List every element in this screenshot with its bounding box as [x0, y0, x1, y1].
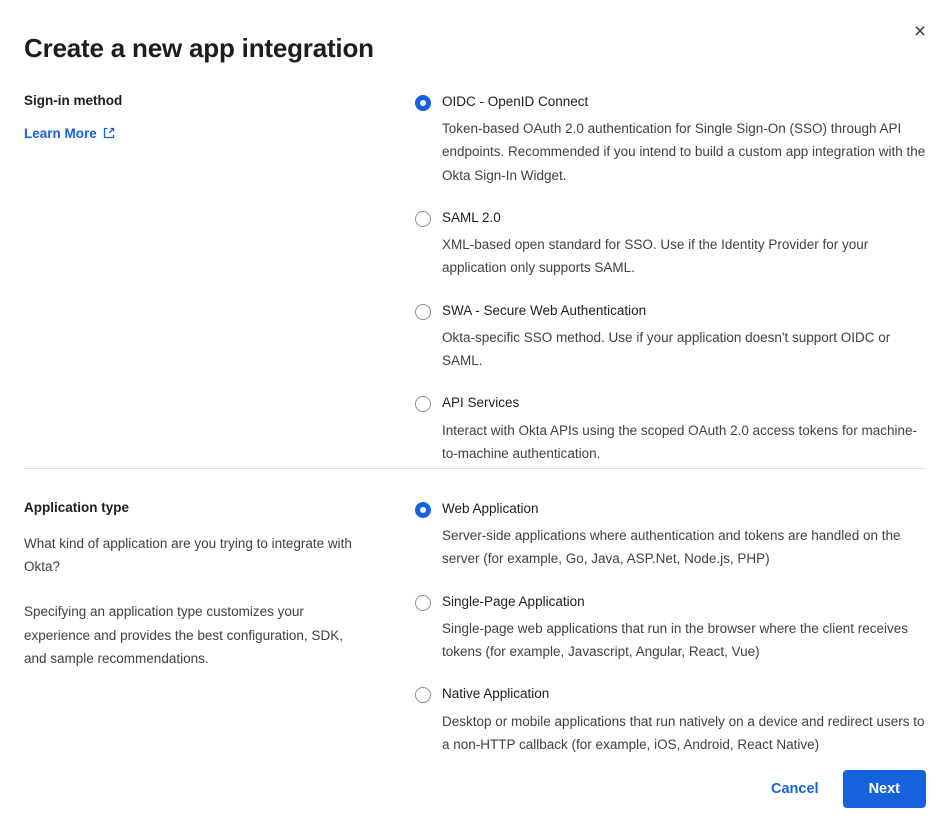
signin-method-options [392, 92, 926, 465]
option-swa-title: SWA - Secure Web Authentication [442, 302, 647, 318]
radio-swa[interactable] [415, 304, 431, 320]
external-link-icon [103, 127, 115, 139]
option-saml[interactable] [392, 208, 926, 280]
radio-web-application[interactable] [415, 502, 431, 518]
radio-single-page-application[interactable] [415, 595, 431, 611]
option-oidc[interactable] [392, 92, 926, 187]
option-web-application-desc: Server-side applications where authentication and tokens are handled on the server (for example, Go, Java, ASP.Net, Node.js, PHP) [442, 528, 901, 567]
option-oidc-desc: Token-based OAuth 2.0 authentication for Single Sign-On (SSO) through API endpoints. Recommended if you intend to build a custom app integration with the Okta Sign-In Widget. [442, 121, 926, 183]
option-native-application-title: Native Application [442, 686, 550, 702]
option-single-page-application-desc: Single-page web applications that run in the browser where the client receives tokens (for example, Javascript, Angular, React, Vue) [442, 620, 909, 660]
option-api-services[interactable] [392, 393, 926, 465]
option-web-application[interactable] [392, 499, 926, 571]
option-single-page-application[interactable] [392, 592, 926, 664]
learn-more-link[interactable] [24, 126, 115, 141]
option-swa-desc: Okta-specific SSO method. Use if your application doesn't support OIDC or SAML. [442, 329, 891, 369]
option-saml-title: SAML 2.0 [442, 209, 501, 225]
application-type-label: Application type [24, 500, 130, 515]
application-type-help-2: Specifying an application type customizes your experience and provides the best configuration, SDK, and sample recommendations. [24, 604, 343, 666]
cancel-button[interactable]: Cancel [765, 773, 825, 805]
next-button[interactable]: Next [843, 770, 926, 808]
option-native-application[interactable] [392, 684, 926, 756]
option-api-services-desc: Interact with Okta APIs using the scoped OAuth 2.0 access tokens for machine-to-machine authentication. [442, 422, 917, 461]
radio-native-application[interactable] [415, 687, 431, 703]
section-divider [24, 468, 926, 469]
signin-method-left [24, 92, 374, 143]
option-native-application-desc: Desktop or mobile applications that run natively on a device and redirect users to a non-HTTP callback (for example, iOS, Android, React Native) [442, 713, 925, 752]
option-saml-desc: XML-based open standard for SSO. Use if the Identity Provider for your application only supports SAML. [442, 237, 869, 276]
application-type-help-1: What kind of application are you trying to integrate with Okta? [24, 535, 352, 575]
radio-oidc[interactable] [415, 95, 431, 111]
option-web-application-title: Web Application [442, 501, 539, 516]
option-single-page-application-title: Single-Page Application [442, 593, 585, 609]
application-type-options [392, 499, 926, 756]
close-icon[interactable]: × [904, 16, 936, 48]
signin-method-label: Sign-in method [24, 93, 123, 108]
option-oidc-title: OIDC - OpenID Connect [442, 94, 589, 109]
dialog-footer [765, 770, 926, 808]
application-type-left [24, 499, 374, 670]
radio-api-services[interactable] [415, 396, 431, 412]
radio-saml[interactable] [415, 211, 431, 227]
option-swa[interactable] [392, 301, 926, 373]
learn-more-label: Learn More [24, 125, 97, 141]
page-title: Create a new app integration [24, 33, 374, 63]
option-api-services-title: API Services [442, 395, 520, 411]
